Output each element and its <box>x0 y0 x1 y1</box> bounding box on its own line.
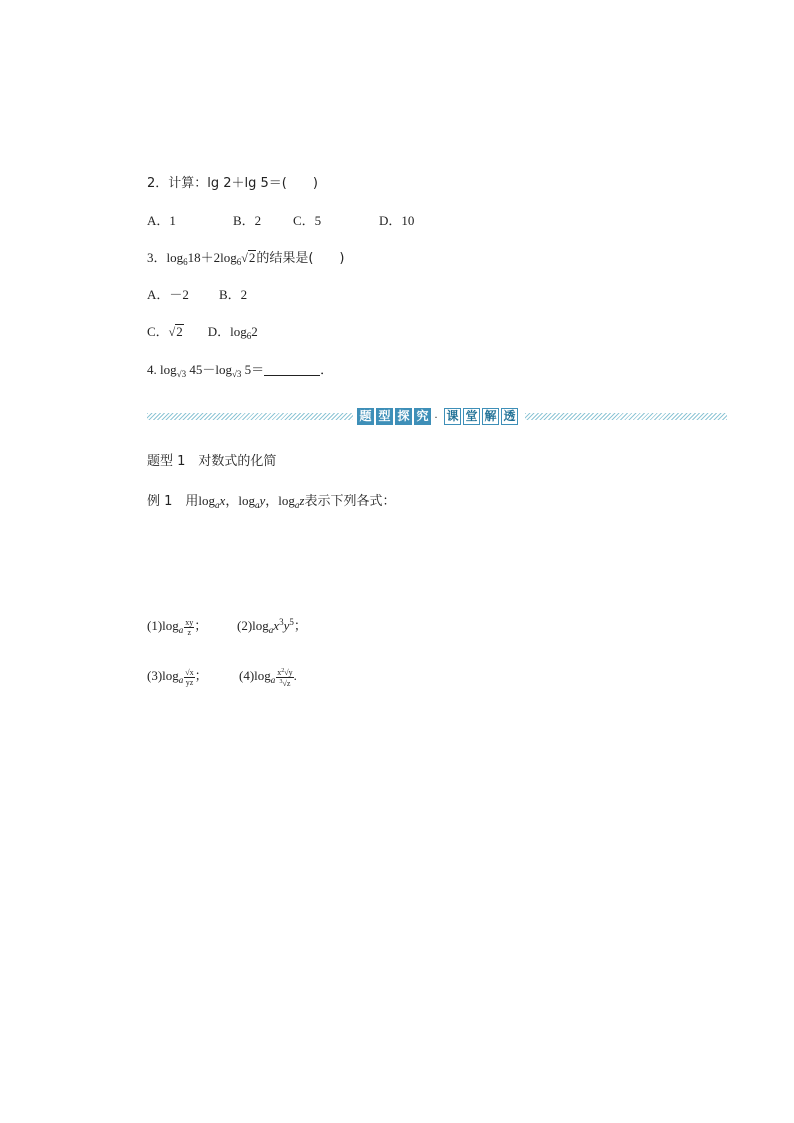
log-base: a <box>268 625 274 635</box>
option-c: C．5 <box>293 213 322 228</box>
q4-base1: √3 <box>176 369 187 379</box>
part-3 <box>147 663 239 693</box>
question-2-options <box>147 212 414 230</box>
option-c-radicand: 2 <box>176 324 183 339</box>
banner-hatch-left <box>147 413 353 420</box>
part-4-label: (4)log <box>239 668 271 683</box>
section-title-text: 题型 1 对数式的化简 <box>147 454 277 469</box>
fraction <box>184 618 194 637</box>
q4-base2: √3 <box>231 369 242 379</box>
part-2-label: (2)log <box>237 618 269 633</box>
part-2 <box>237 618 307 633</box>
option-a: A．1 <box>147 213 176 228</box>
example-suffix: 表示下列各式： <box>304 494 396 509</box>
radicand: x <box>189 667 194 677</box>
log-base: a <box>178 625 184 635</box>
numerator <box>276 667 293 678</box>
question-3 <box>147 249 345 271</box>
var-x: x <box>277 667 282 677</box>
exponent: 5 <box>289 617 294 627</box>
fraction <box>276 667 293 688</box>
option-d-arg: 2 <box>251 324 258 339</box>
q3-mid: 18＋2log <box>187 250 237 265</box>
radicand: z <box>286 678 291 688</box>
var-x: x <box>273 618 280 633</box>
exponent: 2 <box>281 667 285 674</box>
q4-mid: 45－log <box>186 362 232 377</box>
banner-separator: · <box>434 410 438 424</box>
part-3-label: (3)log <box>147 668 179 683</box>
q3-radicand: 2 <box>248 250 256 265</box>
log-text: log <box>238 493 255 508</box>
option-d-base: 6 <box>246 331 252 341</box>
banner-tile: 题 <box>357 408 374 425</box>
example-1 <box>147 492 395 514</box>
banner-tile: 型 <box>376 408 393 425</box>
banner-tile: 探 <box>395 408 412 425</box>
log-base: a <box>254 500 260 510</box>
comma: ， <box>225 494 239 509</box>
banner-tile: 堂 <box>463 408 480 425</box>
sqrt-icon: √ <box>168 325 176 339</box>
log-base: a <box>294 500 300 510</box>
radicand: y <box>288 667 293 677</box>
q4-end: ． <box>320 362 334 377</box>
q3-base1: 6 <box>183 257 188 267</box>
numerator: xy <box>185 617 194 627</box>
option-b: B．2 <box>219 287 248 302</box>
exponent: 3 <box>279 617 284 627</box>
var-y: y <box>283 618 290 633</box>
comma: ， <box>265 494 279 509</box>
var-x: x <box>219 493 226 508</box>
option-d-prefix: D．log <box>207 324 247 339</box>
sqrt-icon: √ <box>241 251 248 265</box>
q3-suffix: 的结果是( ) <box>256 251 345 266</box>
denominator: yz <box>185 677 194 687</box>
question-2 <box>147 175 318 193</box>
option-d: D．10 <box>379 213 415 228</box>
log-text: log <box>278 493 295 508</box>
banner-tile: 解 <box>482 408 499 425</box>
denominator: z <box>187 627 192 637</box>
log-text: log <box>198 493 216 508</box>
question-2-text: 2．计算：lg 2＋lg 5＝( ) <box>147 176 318 191</box>
sqrt-icon: √ <box>282 678 287 688</box>
part-3-end: ； <box>194 669 208 684</box>
part-1-label: (1)log <box>147 618 179 633</box>
section-banner <box>147 408 727 426</box>
part-1 <box>147 614 237 642</box>
question-3-options-ab <box>147 286 247 304</box>
fraction <box>184 668 194 687</box>
log-base: a <box>215 500 220 510</box>
parts-row-2 <box>147 663 297 693</box>
section-title <box>147 453 276 471</box>
q4-prefix: 4. log <box>147 362 177 377</box>
part-4 <box>239 667 297 688</box>
part-4-end: . <box>293 668 297 683</box>
question-3-options-cd <box>147 323 258 345</box>
banner-tile: 透 <box>501 408 518 425</box>
option-a: A．－2 <box>147 287 189 302</box>
option-b: B．2 <box>233 213 262 228</box>
example-prefix: 例 1 用 <box>147 494 199 509</box>
parts-row-1 <box>147 610 307 642</box>
q3-prefix: 3．log <box>147 250 184 265</box>
log-base: a <box>270 675 276 685</box>
var-z: z <box>299 493 305 508</box>
banner-tile: 课 <box>444 408 461 425</box>
question-4 <box>147 361 333 383</box>
banner-hatch-right <box>525 413 727 420</box>
part-2-end: ； <box>293 619 307 634</box>
part-1-end: ； <box>194 619 208 634</box>
sqrt-icon: √ <box>284 667 289 677</box>
banner-tile: 究 <box>414 408 431 425</box>
q3-base2: 6 <box>236 257 242 267</box>
var-y: y <box>259 493 266 508</box>
numerator <box>184 668 194 678</box>
sqrt-icon: √ <box>185 667 190 677</box>
log-base: a <box>178 675 184 685</box>
q4-suffix: 5＝ <box>241 362 265 377</box>
root-index: 3 <box>279 678 283 685</box>
denominator <box>276 678 293 688</box>
option-c-label: C． <box>147 324 169 339</box>
answer-blank[interactable] <box>264 363 320 376</box>
